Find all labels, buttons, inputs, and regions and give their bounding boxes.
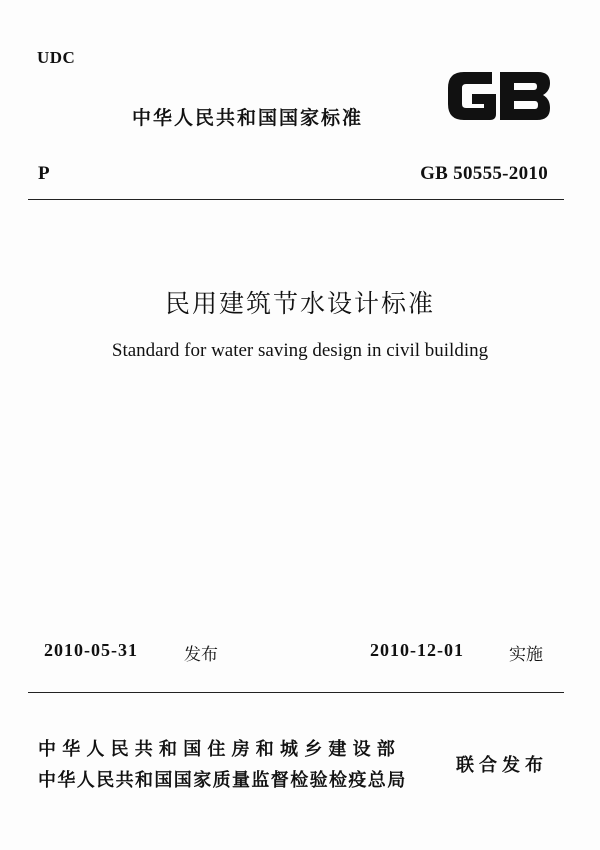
udc-label: UDC xyxy=(37,48,76,67)
top-divider xyxy=(28,199,564,200)
bottom-divider xyxy=(28,692,564,693)
issuer-ministry-housing: 中华人民共和国住房和城乡建设部 xyxy=(38,739,401,760)
issue-date: 2010-05-31 xyxy=(44,640,138,660)
classification-code: P xyxy=(38,163,50,184)
joint-issue-label: 联合发布 xyxy=(456,755,548,776)
implementation-date: 2010-12-01 xyxy=(370,640,464,660)
issue-label: 发布 xyxy=(184,645,218,665)
title-english: Standard for water saving design in civil building xyxy=(111,340,489,361)
national-standard-heading: 中华人民共和国国家标准 xyxy=(132,107,364,129)
title-chinese: 民用建筑节水设计标准 xyxy=(164,289,435,318)
implementation-label: 实施 xyxy=(509,645,543,665)
issuer-aqsiq: 中华人民共和国国家质量监督检验检疫总局 xyxy=(38,770,407,791)
standard-number: GB 50555-2010 xyxy=(420,163,548,184)
gb-logo-icon xyxy=(442,66,554,126)
